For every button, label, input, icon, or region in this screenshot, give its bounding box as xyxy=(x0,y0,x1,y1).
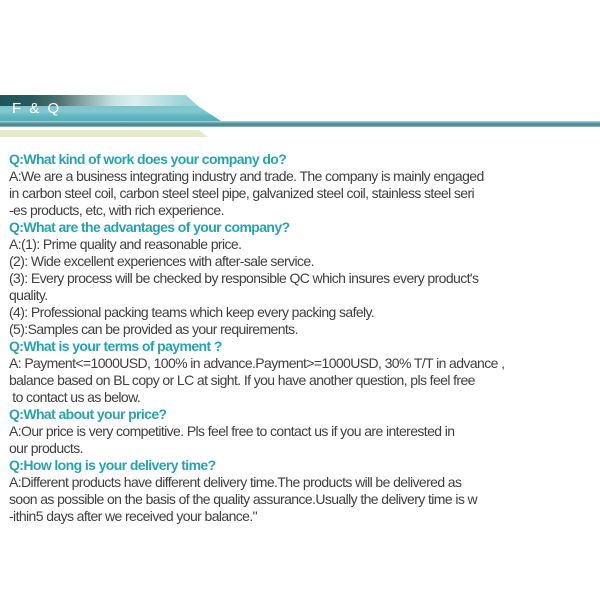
faq-answer-line: (3): Every process will be checked by responsible QC which insures every product's xyxy=(9,270,479,286)
banner-cream-strip xyxy=(0,130,208,137)
faq-answer-line: A:(1): Prime quality and reasonable price. xyxy=(9,236,242,252)
faq-content xyxy=(9,151,600,525)
faq-answer-line: (5):Samples can be provided as your requirements. xyxy=(9,321,298,337)
faq-question: Q:What is your terms of payment ? xyxy=(9,338,222,354)
faq-answer-line: A: Payment<=1000USD, 100% in advance.Payment>=1000USD, 30% T/T in advance , xyxy=(9,355,505,371)
faq-question: Q:What kind of work does your company do? xyxy=(9,151,287,167)
faq-answer-line: A:Our price is very competitive. Pls feel free to contact us if you are interested in xyxy=(9,423,455,439)
faq-answer-line: balance based on BL copy or LC at sight. If you have another question, pls feel free xyxy=(9,372,475,388)
faq-question: Q:What about your price? xyxy=(9,406,167,422)
faq-answer-line: (2): Wide excellent experiences with after-sale service. xyxy=(9,253,314,269)
faq-answer-line: A:We are a business integrating industry and trade. The company is mainly engaged xyxy=(9,168,484,184)
faq-answer-line: quality. xyxy=(9,287,48,303)
faq-answer-line: -ithin5 days after we received your balance." xyxy=(9,508,258,524)
faq-answer-line: A:Different products have different delivery time.The products will be delivered as xyxy=(9,474,462,490)
faq-question: Q:What are the advantages of your company? xyxy=(9,219,290,235)
faq-answer-line: soon as possible on the basis of the quality assurance.Usually the delivery time is w xyxy=(9,491,478,507)
banner-title: F & Q xyxy=(12,100,62,117)
faq-answer-line: -es products, etc, with rich experience. xyxy=(9,202,224,218)
faq-answer-line: in carbon steel coil, carbon steel steel pipe, galvanized steel coil, stainless steel seri xyxy=(9,185,475,201)
faq-answer-line: (4): Professional packing teams which keep every packing safely. xyxy=(9,304,375,320)
faq-question: Q:How long is your delivery time? xyxy=(9,457,216,473)
faq-answer-line: our products. xyxy=(9,440,83,456)
faq-answer-line: to contact us as below. xyxy=(9,389,141,405)
banner-rule-line xyxy=(0,121,600,127)
